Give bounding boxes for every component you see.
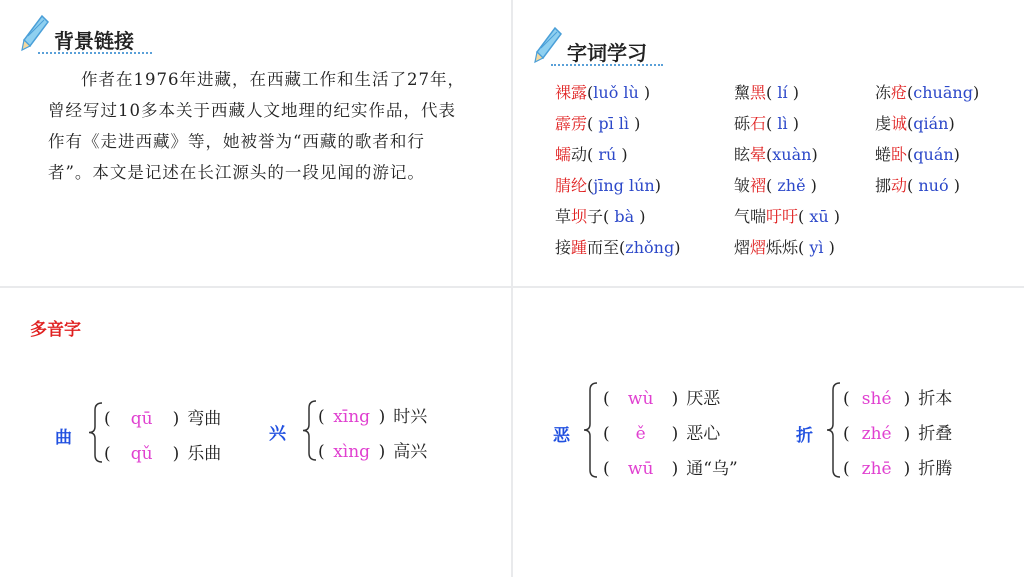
brace: [583, 382, 599, 478]
vocab-item: 皱褶( zhě ): [734, 176, 817, 195]
polyphone-item: ( ě ) 恶心: [603, 424, 721, 444]
polyphone-title: 多音字: [30, 320, 81, 340]
polyphone-item: ( wū ) 通“乌”: [603, 459, 738, 479]
background-paragraph: 作者在1976年进藏，在西藏工作和生活了27年，曾经写过10多本关于西藏人文地理的纪实作品，代表作有《走进西藏》等，她被誉为“西藏的歌者和行者”。本文是记述在长江源头的一段见闻的游记。: [48, 70, 465, 182]
polyphone-char: 曲: [55, 428, 72, 448]
brace: [88, 402, 104, 463]
polyphone-panel-right: [513, 288, 1024, 577]
vocab-item: 腈纶(jīng lún): [555, 176, 661, 195]
vocab-item: 气喘吁吁( xū ): [734, 207, 841, 226]
background-panel: [0, 0, 511, 286]
polyphone-item: ( zhé ) 折叠: [843, 424, 953, 444]
title-underline: [38, 52, 152, 54]
vocab-item: 眩晕(xuàn): [734, 145, 818, 164]
vocab-item: 蜷卧(quán): [875, 145, 960, 164]
polyphone-item: ( xìng ) 高兴: [318, 442, 428, 462]
pencil-icon: [533, 26, 563, 66]
vocab-item: 霹雳( pī lì ): [555, 114, 641, 133]
polyphone-char: 兴: [269, 424, 286, 444]
vocab-item: 草坝子( bà ): [555, 207, 646, 226]
polyphone-item: ( zhē ) 折腾: [843, 459, 953, 479]
pencil-icon: [20, 14, 50, 54]
brace: [826, 382, 842, 478]
vocab-panel: [513, 0, 1024, 286]
polyphone-item: ( wù ) 厌恶: [603, 389, 721, 409]
vocab-item: 砾石( lì ): [734, 114, 799, 133]
vocab-item: 接踵而至(zhǒng): [555, 238, 681, 257]
vocab-item: 黧黑( lí ): [734, 83, 799, 102]
vocab-item: 蠕动( rú ): [555, 145, 628, 164]
polyphone-char: 恶: [553, 426, 570, 446]
polyphone-item: ( xīng ) 时兴: [318, 407, 428, 427]
vocab-item: 冻疮(chuāng): [875, 83, 980, 102]
polyphone-char: 折: [796, 426, 813, 446]
polyphone-item: ( qǔ ) 乐曲: [104, 444, 222, 464]
background-title: 背景链接: [54, 29, 134, 53]
polyphone-item: ( shé ) 折本: [843, 389, 953, 409]
vocab-item: 熠熠烁烁( yì ): [734, 238, 835, 257]
polyphone-item: ( qū ) 弯曲: [104, 409, 222, 429]
title-underline: [551, 64, 663, 66]
vocab-item: 裸露(luǒ lù ): [555, 83, 651, 102]
polyphone-panel-left: [0, 288, 511, 577]
vocab-title: 字词学习: [567, 41, 647, 65]
vocab-item: 挪动( nuó ): [875, 176, 960, 195]
brace: [302, 400, 318, 461]
vocab-item: 虔诚(qián): [875, 114, 955, 133]
